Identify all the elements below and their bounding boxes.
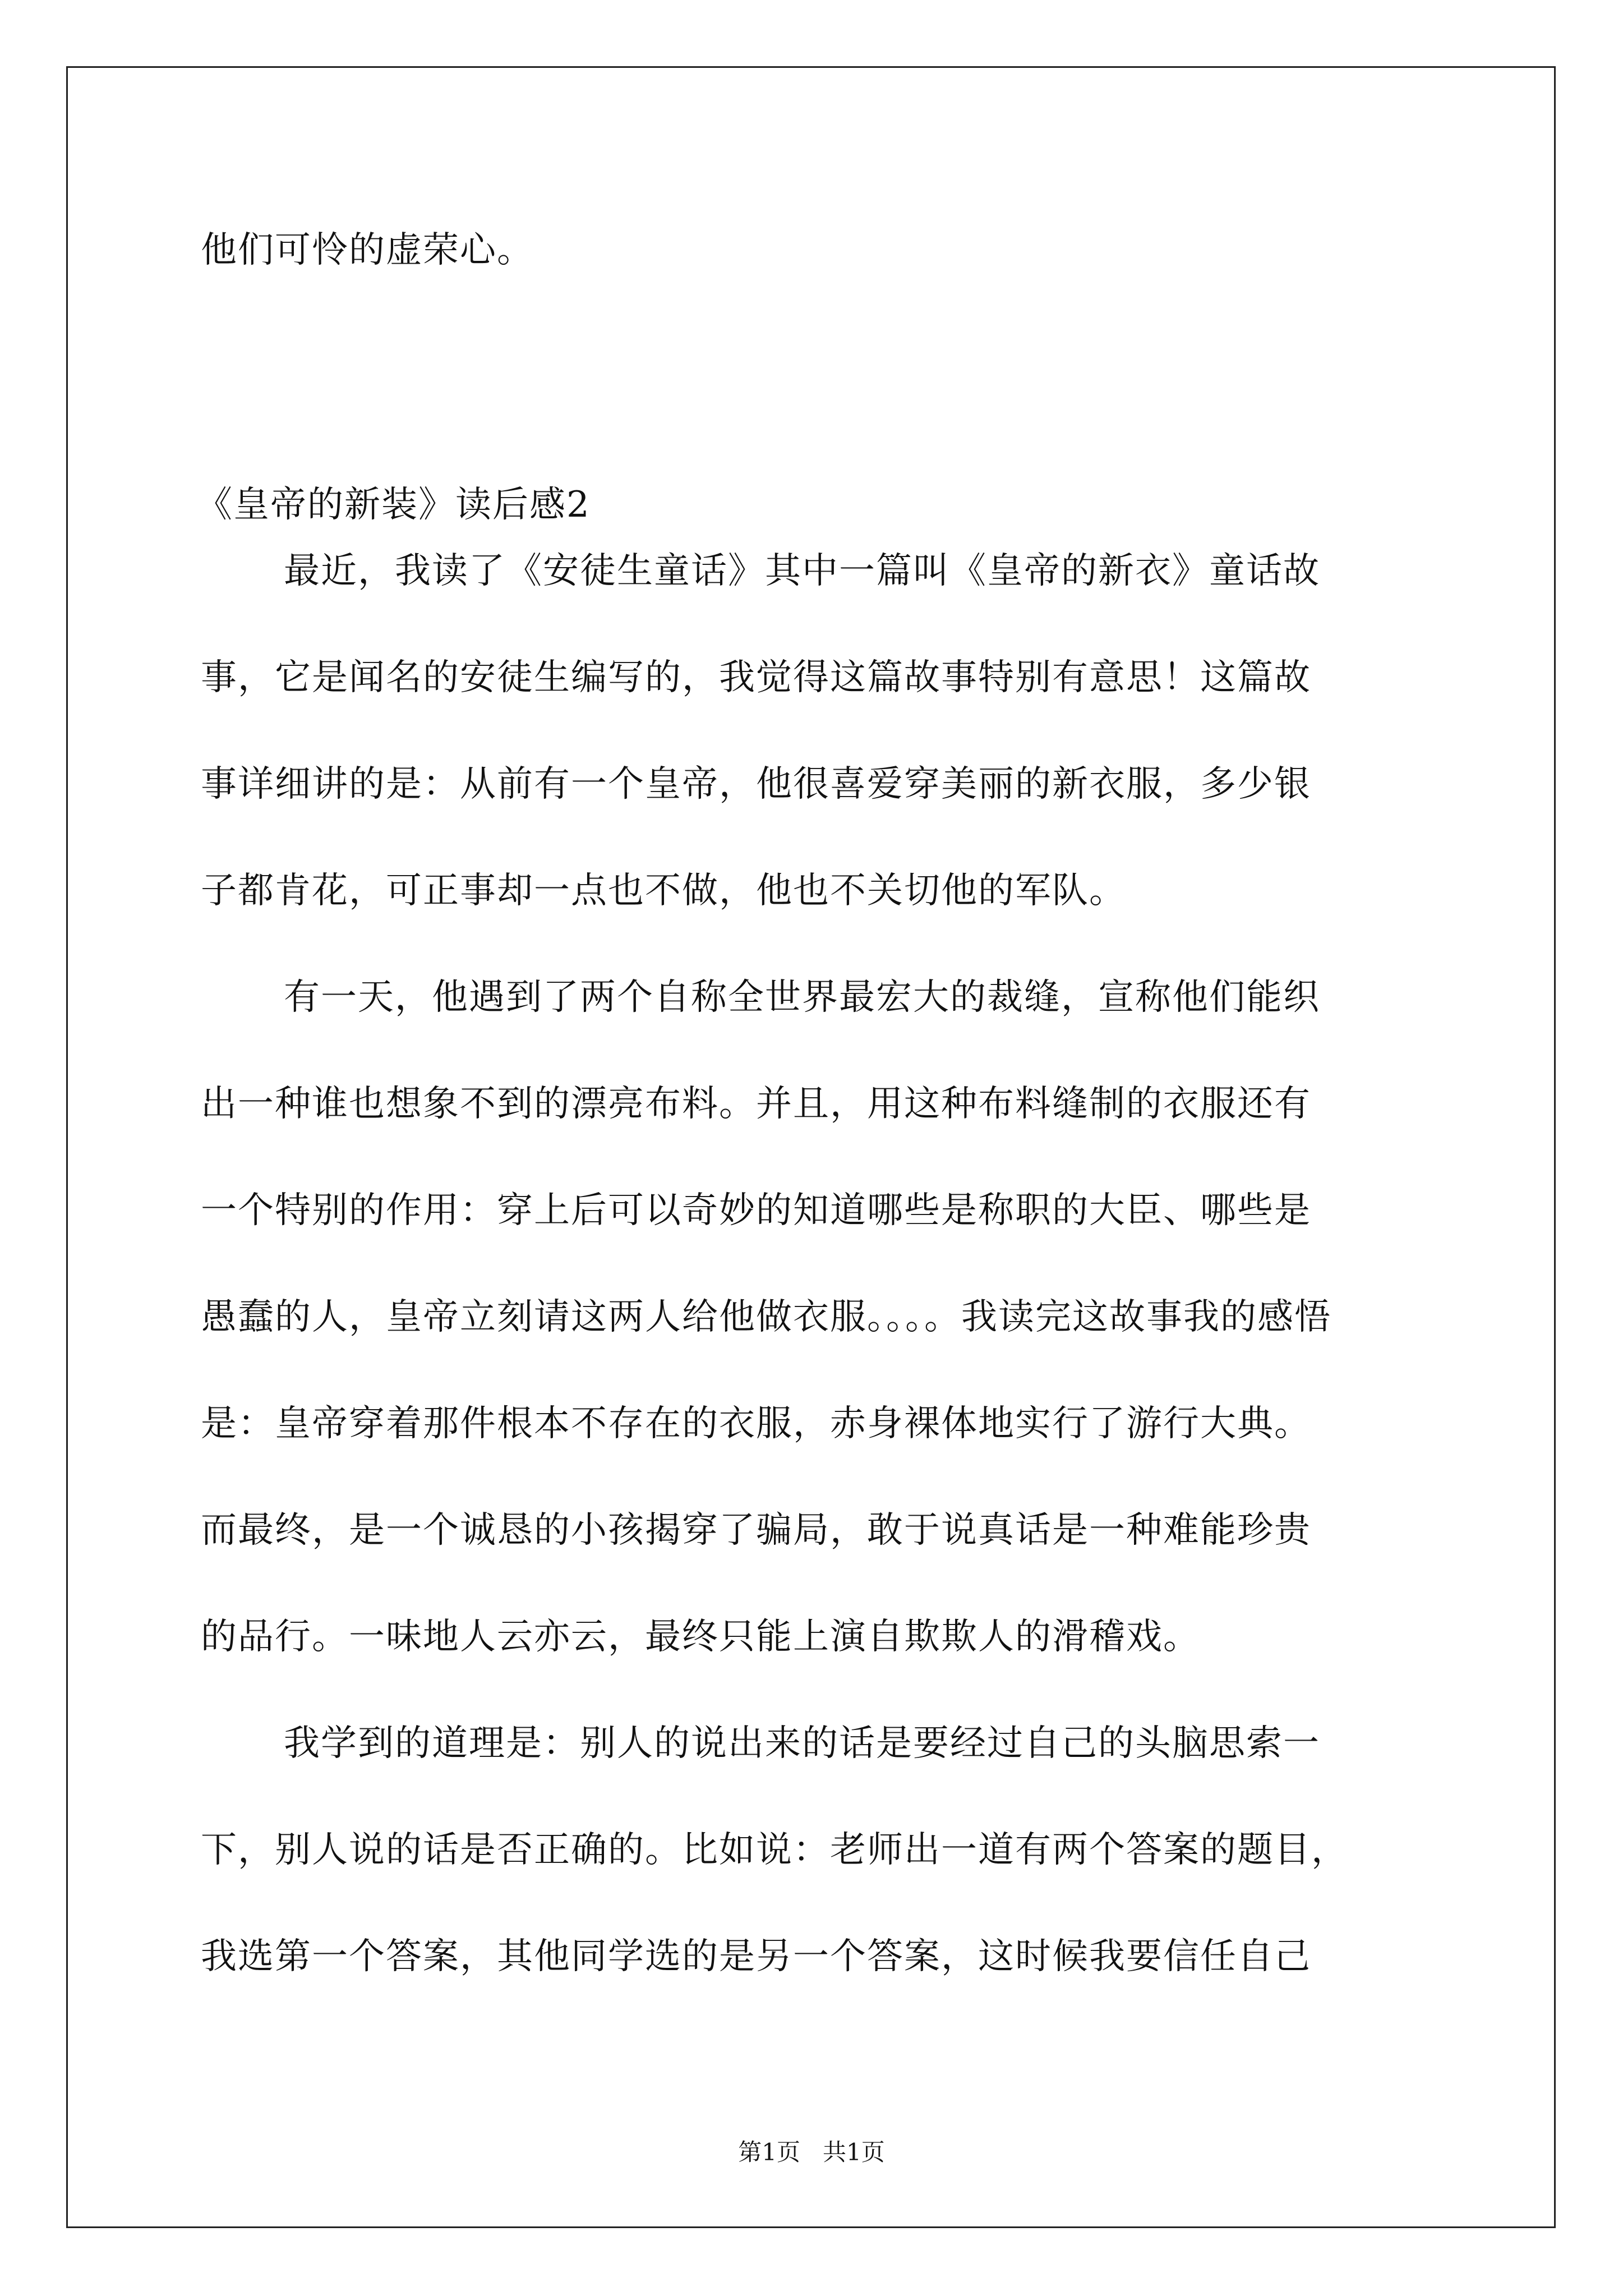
text-line: 他们可怜的虚荣心。 [201,229,534,271]
paragraph-line: 的品行。一味地人云亦云，最终只能上演自欺欺人的滑稽戏。 [201,1616,1200,1658]
paragraph-line: 有一天，他遇到了两个自称全世界最宏大的裁缝，宣称他们能织 [284,977,1320,1018]
paragraph-line: 子都肯花，可正事却一点也不做，他也不关切他的军队。 [201,870,1126,912]
paragraph-line: 出一种谁也想象不到的漂亮布料。并且，用这种布料缝制的衣服还有 [201,1083,1311,1125]
paragraph-line: 一个特别的作用：穿上后可以奇妙的知道哪些是称职的大臣、哪些是 [201,1190,1311,1231]
paragraph-line: 下，别人说的话是否正确的。比如说：老师出一道有两个答案的题目， [201,1829,1348,1871]
paragraph-line: 是：皇帝穿着那件根本不存在的衣服，赤身裸体地实行了游行大典。 [201,1403,1311,1444]
page-number-footer: 第1页 共1页 [738,2138,885,2166]
paragraph-line: 事详细讲的是：从前有一个皇帝，他很喜爱穿美丽的新衣服，多少银 [201,763,1311,805]
paragraph-line: 我学到的道理是：别人的说出来的话是要经过自己的头脑思索一 [284,1723,1320,1764]
paragraph-line: 而最终，是一个诚恳的小孩揭穿了骗局，敢于说真话是一种难能珍贵 [201,1510,1311,1551]
section-title: 《皇帝的新装》读后感2 [196,484,591,526]
page-border [66,66,1556,2228]
paragraph-line: 最近，我读了《安徒生童话》其中一篇叫《皇帝的新衣》童话故 [284,550,1320,592]
paragraph-line: 我选第一个答案，其他同学选的是另一个答案，这时候我要信任自己 [201,1936,1311,1977]
paragraph-line: 事，它是闻名的安徒生编写的，我觉得这篇故事特别有意思！这篇故 [201,657,1311,698]
paragraph-line: 愚蠢的人，皇帝立刻请这两人给他做衣服。。。。我读完这故事我的感悟 [201,1296,1331,1338]
